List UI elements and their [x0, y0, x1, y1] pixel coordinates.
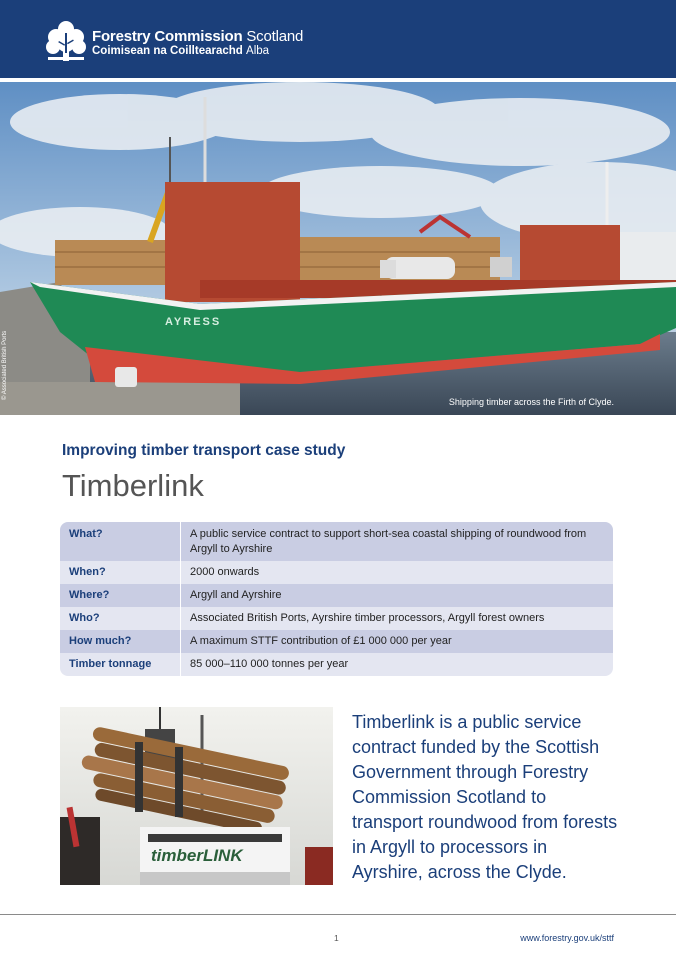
brand-name: Forestry Commission Scotland: [92, 28, 304, 45]
table-value: 85 000–110 000 tonnes per year: [181, 653, 613, 676]
table-row: [60, 607, 613, 630]
table-key: Who?: [60, 607, 181, 630]
page-number: 1: [334, 933, 339, 943]
ship-name-text: AYRESS: [165, 316, 222, 328]
timberlink-sign: timberLINK: [151, 846, 243, 865]
table-value: Associated British Ports, Ayrshire timber processors, Argyll forest owners: [181, 607, 613, 630]
table-row: [60, 522, 613, 561]
table-key: Where?: [60, 584, 181, 607]
photo-credit: © Associated British Ports: [2, 330, 8, 400]
hero-photo-ship: [0, 82, 676, 415]
table-key: Timber tonnage: [60, 653, 181, 676]
timber-unloading-photo: [60, 707, 333, 885]
table-row: [60, 561, 613, 584]
footer-divider: [0, 914, 676, 915]
table-value: 2000 onwards: [181, 561, 613, 584]
footer-url-link[interactable]: www.forestry.gov.uk/sttf: [520, 933, 614, 943]
table-row: [60, 653, 613, 676]
table-row: [60, 630, 613, 653]
intro-paragraph: Timberlink is a public service contract funded by the Scottish Government through Forestry Commission Scotland to transport roundwood from forests in Argyll to processors in Ayrshire, across the Clyde.: [352, 712, 618, 882]
header-divider: [0, 78, 676, 80]
case-study-kicker: Improving timber transport case study: [62, 442, 346, 459]
brand-gaelic-name: Coimisean na Coilltearachd Alba: [92, 45, 270, 57]
table-value: A public service contract to support short-sea coastal shipping of roundwood from Argyll to Ayrshire: [181, 522, 613, 561]
tree-logo-icon: [44, 19, 88, 61]
header-bar: [0, 0, 676, 78]
table-key: How much?: [60, 630, 181, 653]
page-title: Timberlink: [62, 468, 204, 503]
table-key: When?: [60, 561, 181, 584]
table-value: Argyll and Ayrshire: [181, 584, 613, 607]
table-row: [60, 584, 613, 607]
table-key: What?: [60, 522, 181, 561]
hero-caption: Shipping timber across the Firth of Clyde.: [448, 397, 614, 407]
table-value: A maximum STTF contribution of £1 000 000 per year: [181, 630, 613, 653]
case-study-table: [60, 522, 613, 676]
